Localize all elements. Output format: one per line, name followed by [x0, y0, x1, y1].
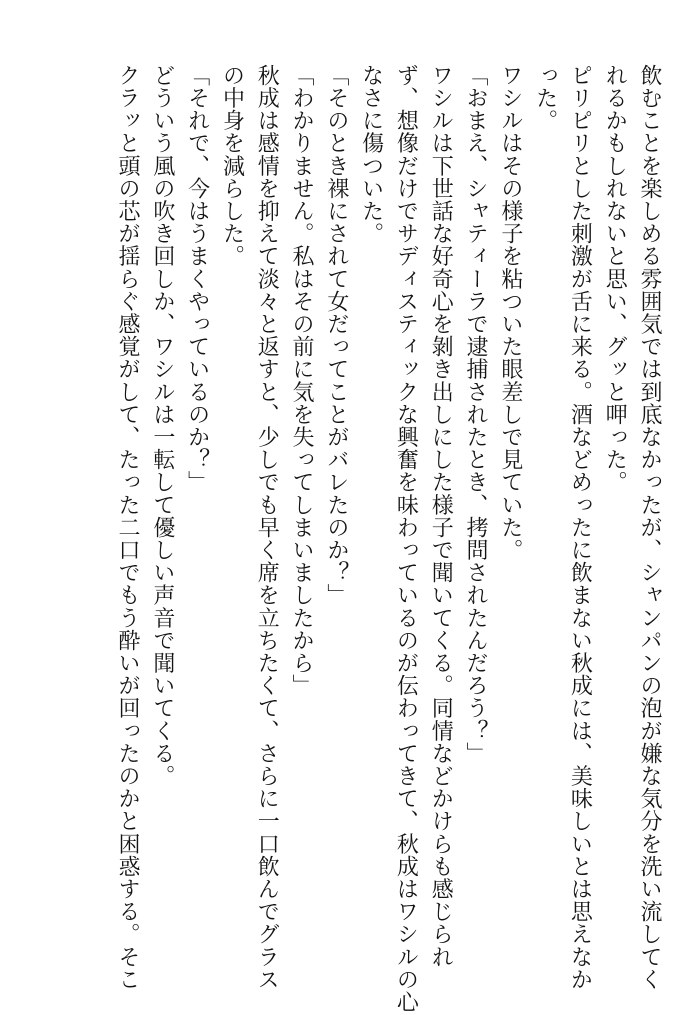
text-line-12: 秋成は感情を抑えて淡々と返すと、少しでも早く席を立ちたくて、さらに一口飲んでグラス: [254, 64, 280, 991]
text-line-6: 「おまえ、シャティーラで逮捕されたとき、拷問されたんだろう？」: [463, 64, 489, 765]
text-line-9: なさに傷ついた。: [358, 64, 384, 245]
text-line-13: の中身を減らした。: [219, 64, 245, 268]
vertical-text-block: [109, 64, 666, 1014]
text-line-10: 「そのとき裸にされて女だってことがバレたのか？」: [323, 64, 349, 607]
text-line-4: った。: [532, 64, 558, 132]
text-line-15: どういう風の吹き回しか、ワシルは一転して優しい声音で聞いてくる。: [149, 64, 175, 788]
text-line-7: ワシルは下世話な好奇心を剝き出しにした様子で聞いてくる。同情などかけらも感じられ: [428, 64, 454, 968]
text-line-8: ず、想像だけでサディスティックな興奮を味わっているのが伝わってきて、秋成はワシルの心: [393, 64, 419, 1014]
text-line-16: クラッと頭の芯が揺らぐ感覚がして、たった二口でもう酔いが回ったのかと困惑する。そこ: [115, 64, 141, 991]
text-line-3: ピリピリとした刺激が舌に来る。酒などめったに飲まない秋成には、美味しいとは思えなか: [567, 64, 593, 991]
text-line-2: れるかもしれないと思い、グッと呷った。: [602, 64, 628, 494]
text-line-11: 「わかりません。私はその前に気を失ってしまいましたから」: [289, 64, 315, 697]
text-line-5: ワシルはその様子を粘ついた眼差しで見ていた。: [497, 64, 523, 562]
text-line-14: 「それで、今はうまくやっているのか？」: [184, 64, 210, 494]
text-line-1: 飲むことを楽しめる雰囲気では到底なかったが、シャンパンの泡が嫌な気分を洗い流してく: [637, 64, 662, 991]
